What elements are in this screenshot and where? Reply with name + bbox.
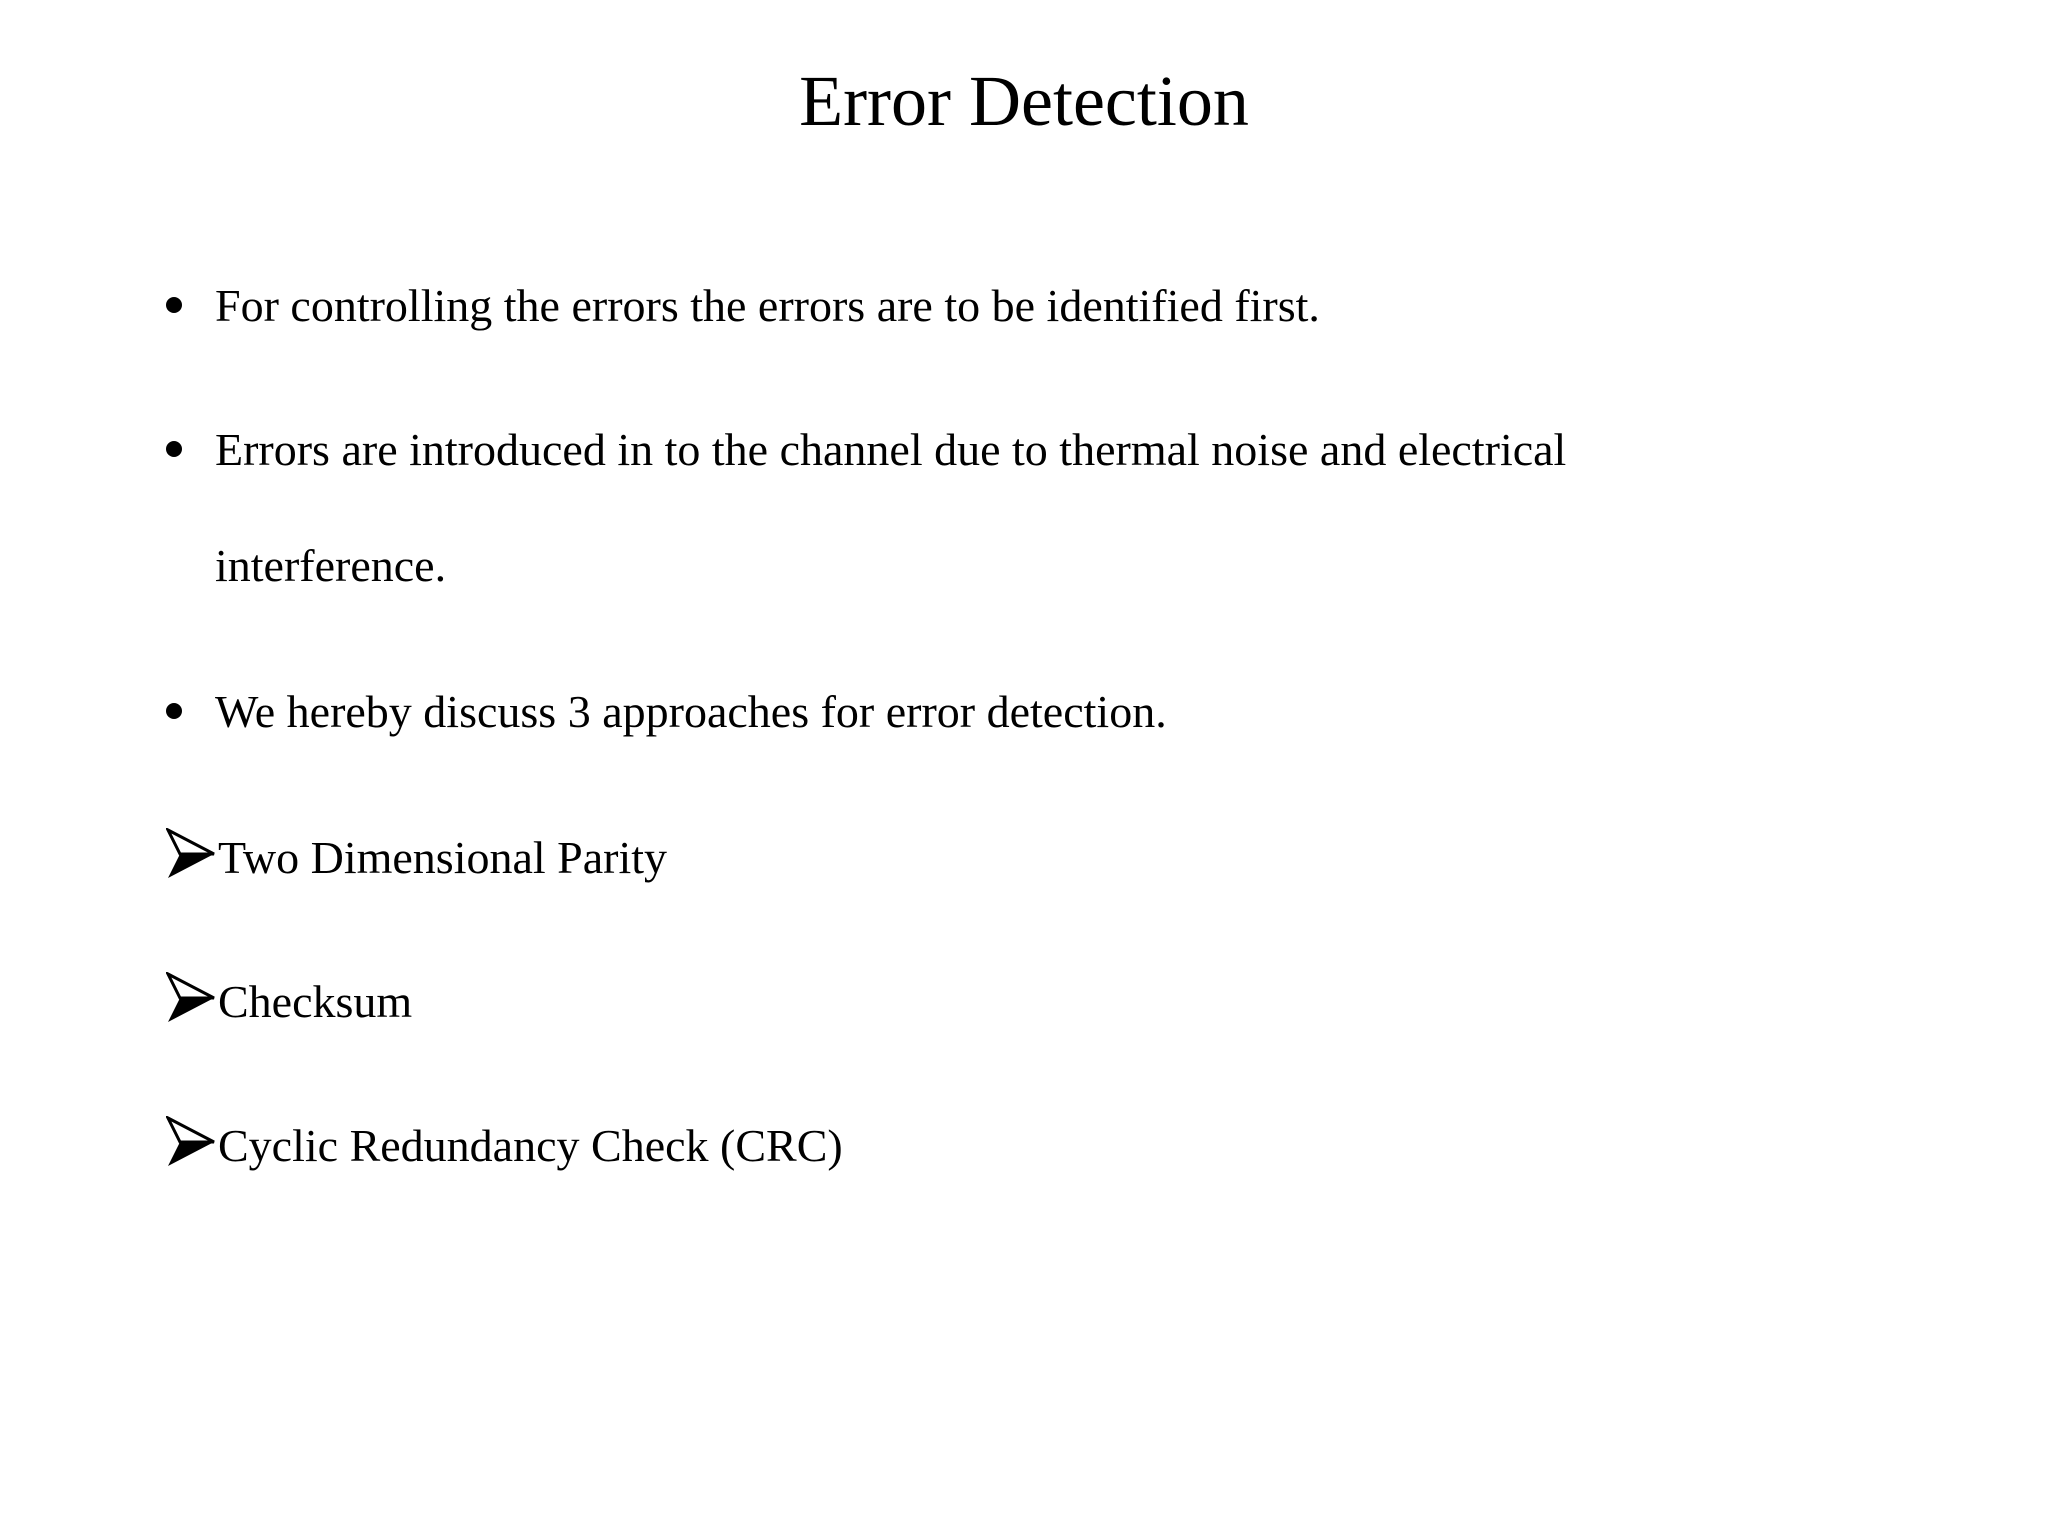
bullet-text: For controlling the errors the errors are to be identified first. xyxy=(215,280,1320,331)
approach-label: Cyclic Redundancy Check (CRC) xyxy=(218,1120,843,1171)
bullet-dot-icon xyxy=(160,654,210,770)
arrowhead-icon xyxy=(166,972,216,1024)
bullet-item xyxy=(160,392,1720,624)
bullet-text: We hereby discuss 3 approaches for error detection. xyxy=(215,686,1167,737)
bullet-text: Errors are introduced in to the channel due to thermal noise and electrical interference. xyxy=(215,424,1567,591)
bullet-item xyxy=(160,654,1720,770)
arrowhead-icon xyxy=(166,828,216,880)
approach-label: Checksum xyxy=(218,976,413,1027)
approach-item xyxy=(166,972,412,1037)
approach-item xyxy=(166,828,667,893)
approach-item xyxy=(166,1116,843,1181)
approach-label: Two Dimensional Parity xyxy=(218,832,668,883)
bullet-dot-icon xyxy=(160,248,210,364)
slide-title: Error Detection xyxy=(799,61,1249,141)
bullet-item xyxy=(160,248,1720,364)
arrowhead-icon xyxy=(166,1116,216,1168)
bullet-dot-icon xyxy=(160,392,210,508)
